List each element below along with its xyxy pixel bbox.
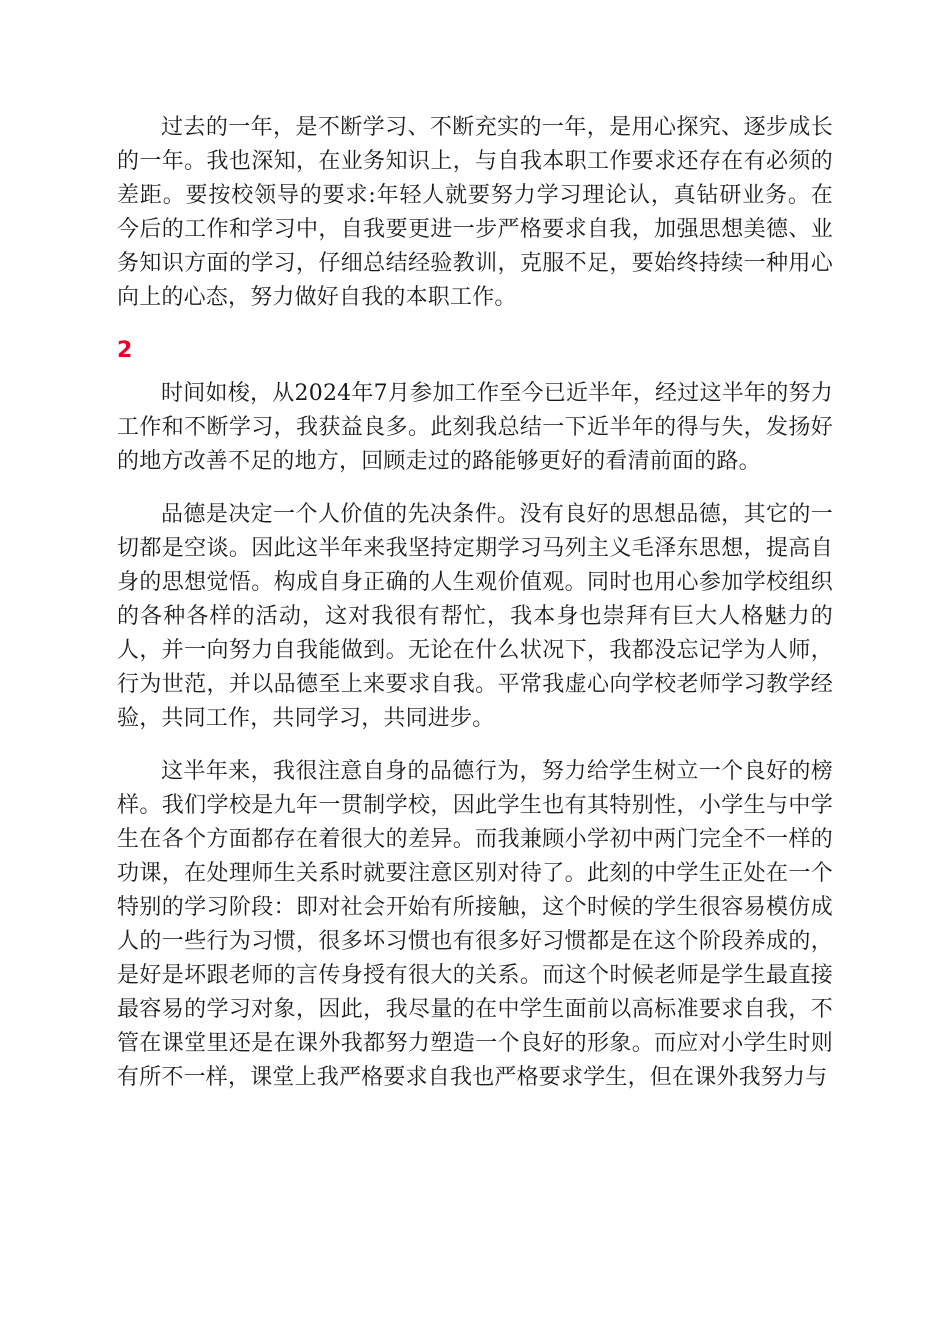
paragraph-morality: 品德是决定一个人价值的先决条件。没有良好的思想品德，其它的一切都是空谈。因此这半年来我坚持定期学习马列主义毛泽东思想，提高自身的思想觉悟。构成自身正确的人生观价值观。同时也用心参加学校组织的各种各样的活动，这对我很有帮忙，我本身也崇拜有巨大人格魅力的人，并一向努力自我能做到。无论在什么状况下，我都没忘记学为人师，行为世范，并以品德至上来要求自我。平常我虚心向学校老师学习教学经验，共同工作，共同学习，共同进步。 bbox=[117, 502, 833, 731]
paragraph-behavior: 这半年来，我很注意自身的品德行为，努力给学生树立一个良好的榜样。我们学校是九年一贯制学校，因此学生也有其特别性，小学生与中学生在各个方面都存在着很大的差异。而我兼顾小学初中两门完全不一样的功课，在处理师生关系时就要注意区别对待了。此刻的中学生正处在一个特别的学习阶段：即对社会开始有所接触，这个时候的学生很容易模仿成人的一些行为习惯，很多坏习惯也有很多好习惯都是在这个阶段养成的，是好是坏跟老师的言传身授有很大的关系。而这个时候老师是学生最直接最容易的学习对象，因此，我尽量的在中学生面前以高标准要求自我，不管在课堂里还是在课外我都努力塑造一个良好的形象。而应对小学生时则有所不一样，课堂上我严格要求自我也严格要求学生，但在课外我努力与 bbox=[117, 759, 833, 1090]
paragraph-time: 时间如梭，从2024年7月参加工作至今已近半年，经过这半年的努力工作和不断学习，我获益良多。此刻我总结一下近半年的得与失，发扬好的地方改善不足的地方，回顾走过的路能够更好的看清前面的路。 bbox=[117, 381, 833, 474]
paragraph-intro: 过去的一年，是不断学习、不断充实的一年，是用心探究、逐步成长的一年。我也深知，在业务知识上，与自我本职工作要求还存在有必须的差距。要按校领导的要求:年轻人就要努力学习理论认，真钻研业务。在今后的工作和学习中，自我要更进一步严格要求自我，加强思想美德、业务知识方面的学习，仔细总结经验教训，克服不足，要始终持续一种用心向上的心态，努力做好自我的本职工作。 bbox=[117, 115, 833, 310]
document-page bbox=[117, 111, 833, 1095]
paragraph-gap bbox=[117, 479, 833, 498]
section-number: 2 bbox=[117, 338, 133, 363]
paragraph-gap bbox=[117, 736, 833, 755]
